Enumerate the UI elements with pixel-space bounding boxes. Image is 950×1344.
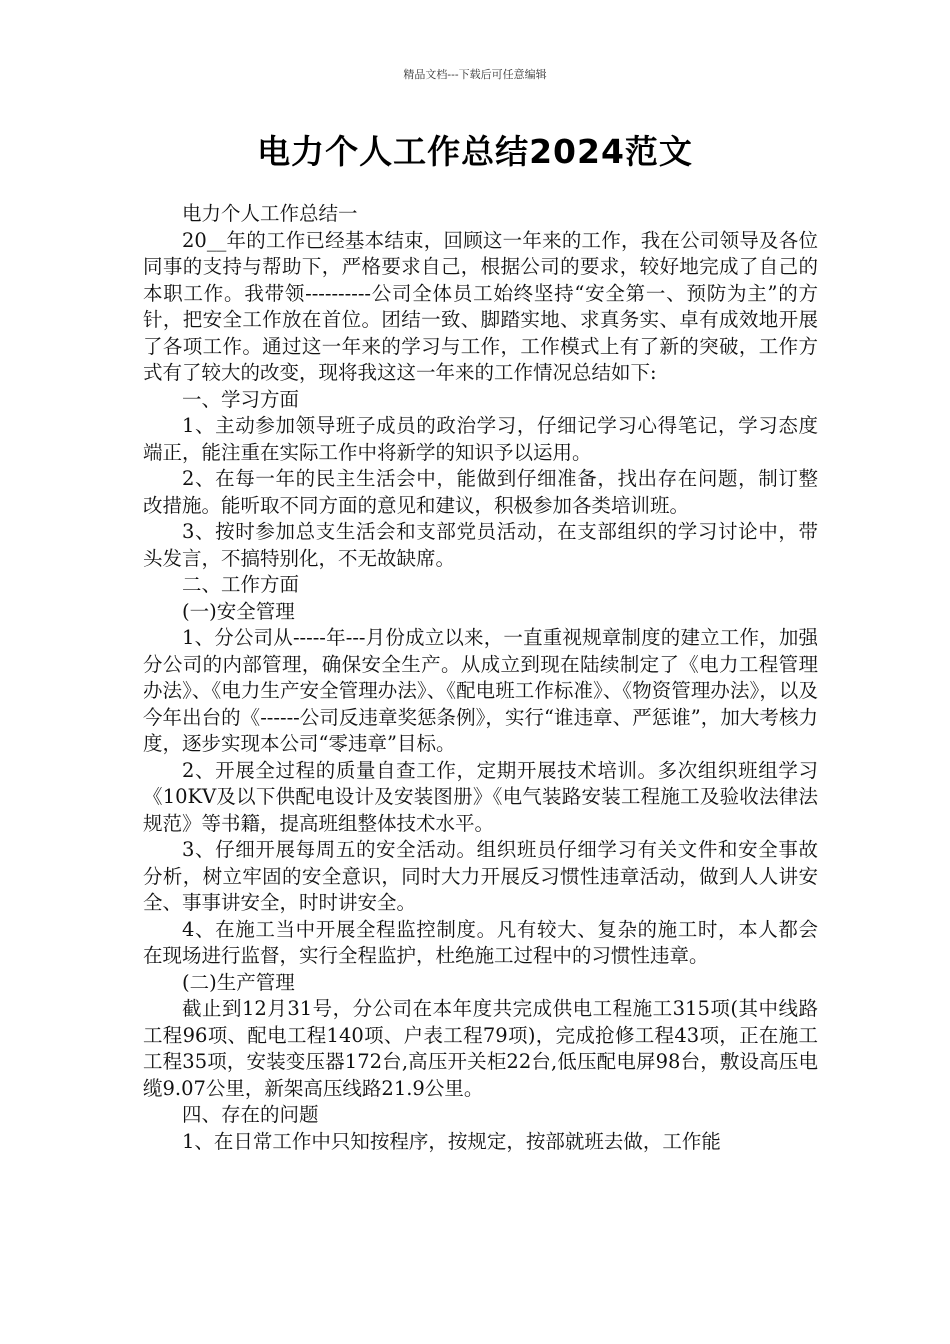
document-title: 电力个人工作总结2024范文 bbox=[257, 132, 693, 171]
subsection-heading-production: (二)生产管理 bbox=[182, 970, 295, 994]
paragraph-intro: 20__年的工作已经基本结束，回顾这一年来的工作，我在公司领导及各位同事的支持与帮助下，严格要求自己，根据公司的要求，较好地完成了自己的本职工作。我带领----------公司全体员工始终坚持“安全第一、预防为主”的方针，把安全工作放在首位。团结一致、脚踏实地、求真务实、卓有成效地开展了各项工作。通过这一年来的学习与工作，工作模式上有了新的突破，工作方式有了较大的改变，现将我这这一年来的工作情况总结如下: bbox=[143, 228, 818, 384]
subsection-heading-safety: (一)安全管理 bbox=[182, 599, 295, 623]
paragraph-study-2: 2、在每一年的民主生活会中，能做到仔细准备，找出存在问题，制订整改措施。能听取不同方面的意见和建议，积极参加各类培训班。 bbox=[143, 467, 818, 517]
paragraph-safety-1: 1、分公司从-----年---月份成立以来，一直重视规章制度的建立工作，加强分公司的内部管理，确保安全生产。从成立到现在陆续制定了《电力工程管理办法》、《电力生产安全管理办法》、《配电班工作标准》、《物资管理办法》，以及今年出台的《------公司反违章奖惩条例》，实行“谁违章、严惩谁”，加大考核力度，逐步实现本公司“零违章”目标。 bbox=[143, 626, 818, 755]
paragraph-safety-4: 4、在施工当中开展全程监控制度。凡有较大、复杂的施工时，本人都会在现场进行监督，实行全程监护，杜绝施工过程中的习惯性违章。 bbox=[143, 917, 818, 967]
document-body bbox=[143, 201, 818, 1155]
paragraph-production: 截止到12月31号，分公司在本年度共完成供电工程施工315项(其中线路工程96项、配电工程140项、户表工程79项)，完成抢修工程43项，正在施工工程35项，安装变压器172台,高压开关柜22台,低压配电屏98台，敷设高压电缆9.07公里，新架高压线路21.9公里。 bbox=[143, 997, 818, 1100]
header-note: 精品文档---下载后可任意编辑 bbox=[403, 68, 547, 81]
paragraph-subtitle: 电力个人工作总结一 bbox=[182, 202, 358, 225]
paragraph-study-3: 3、按时参加总支生活会和支部党员活动，在支部组织的学习讨论中，带头发言，不搞特别化，不无故缺席。 bbox=[143, 520, 818, 570]
paragraph-study-1: 1、主动参加领导班子成员的政治学习，仔细记学习心得笔记，学习态度端正，能注重在实际工作中将新学的知识予以运用。 bbox=[143, 414, 818, 464]
section-heading-problems: 四、存在的问题 bbox=[182, 1103, 319, 1126]
section-heading-study: 一、学习方面 bbox=[182, 387, 300, 411]
paragraph-safety-3: 3、仔细开展每周五的安全活动。组织班员仔细学习有关文件和安全事故分析，树立牢固的安全意识，同时大力开展反习惯性违章活动，做到人人讲安全、事事讲安全，时时讲安全。 bbox=[143, 838, 818, 914]
section-heading-work: 二、工作方面 bbox=[182, 573, 300, 596]
paragraph-safety-2: 2、开展全过程的质量自查工作，定期开展技术培训。多次组织班组学习《10KV及以下供配电设计及安装图册》《电气装路安装工程施工及验收法律法规范》等书籍，提高班组整体技术水平。 bbox=[143, 758, 818, 835]
paragraph-problems-1: 1、在日常工作中只知按程序，按规定，按部就班去做，工作能 bbox=[182, 1129, 721, 1153]
